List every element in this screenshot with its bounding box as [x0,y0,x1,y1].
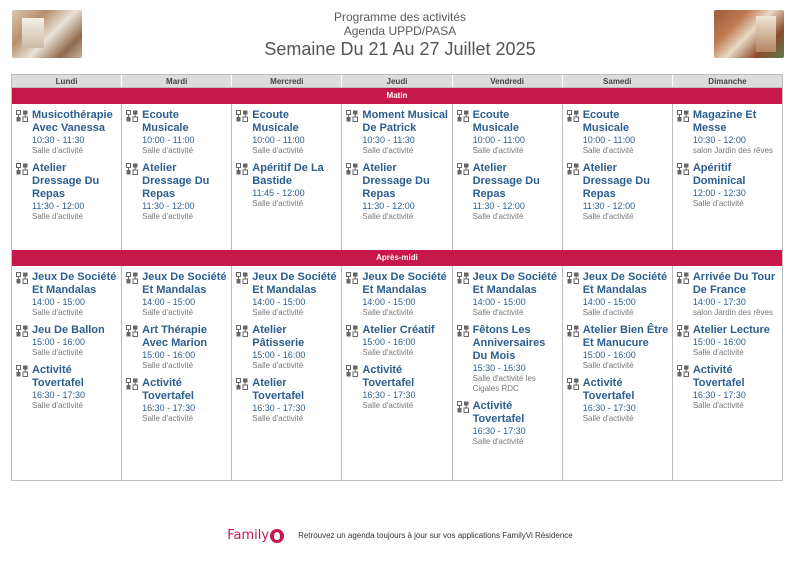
activity-location: Salle d'activité [692,348,744,357]
activity-title: Jeux De Société Et Mandalas [142,271,227,296]
activity-time: 10:00 - 11:00 [142,135,195,145]
activity-location: Salle d'activité [582,414,634,423]
activity-body [693,162,779,209]
activity-grid-icon [457,400,473,447]
activity-time: 10:30 - 12:00 [692,135,746,145]
activity-title: Activité Tovertafel [142,377,194,402]
activity-title: Atelier Dressage Du Repas [362,162,430,200]
activity-time: 14:00 - 15:00 [252,297,306,307]
page-footer [0,528,800,543]
activity-title: Jeux De Société Et Mandalas [472,271,557,296]
activity-title: Atelier Lecture [692,324,770,336]
activity-body [32,271,118,318]
activity-title: Atelier Dressage Du Repas [582,162,650,200]
activity-title: Apéritif Dominical [692,162,746,187]
morning-cells [12,104,782,250]
activity-body [583,324,669,371]
day-header-vendredi: Vendredi [453,75,563,87]
morning-cell-lundi [12,104,122,250]
header-week: Semaine Du 21 Au 27 Juillet 2025 [264,39,536,59]
afternoon-cell-lundi [12,266,122,480]
activity-time: 16:30 - 17:30 [362,390,416,400]
activity-item[interactable] [126,162,228,222]
activity-item[interactable] [16,162,118,222]
activity-location: Salle d'activité [32,146,83,155]
activity-location: Salle d'activité [582,212,634,221]
activity-grid-icon [16,109,32,156]
activity-body [32,162,118,222]
afternoon-cell-vendredi [453,266,563,480]
activity-item[interactable] [126,109,228,156]
activity-location: Salle d'activité [142,361,194,370]
activity-item[interactable] [236,109,338,156]
activity-location: salon Jardin des rêves [692,308,773,317]
activity-body [362,162,448,222]
activity-item[interactable] [567,271,669,318]
activity-body [473,109,559,156]
activity-item[interactable] [126,324,228,371]
activity-title: Atelier Bien Être Et Manucure [582,324,669,349]
activity-title: Jeu De Ballon [32,324,105,336]
activity-title: Fêtons Les Anniversaires Du Mois [472,324,546,362]
activity-item[interactable] [126,271,228,318]
activity-time: 14:00 - 17:30 [692,297,746,307]
activity-body [583,162,669,222]
activity-item[interactable] [457,162,559,222]
activity-time: 11:30 - 12:00 [362,201,415,211]
activity-location: Salle d'activité [582,361,634,370]
activity-item[interactable] [236,377,338,424]
activity-time: 14:00 - 15:00 [142,297,196,307]
activity-location: Salle d'activité [32,308,83,317]
activity-location: Salle d'activité [362,348,414,357]
activity-grid-icon [16,271,32,318]
activity-time: 15:00 - 16:00 [142,350,196,360]
day-header-jeudi: Jeudi [342,75,452,87]
activity-body [142,162,228,222]
activity-location: Salle d'activité [142,146,194,155]
afternoon-cell-mercredi [232,266,342,480]
activity-grid-icon [346,109,362,156]
activity-item[interactable] [236,271,338,318]
activity-body [693,324,779,358]
activity-grid-icon [677,364,693,411]
activity-body [142,324,228,371]
activity-title: Ecoute Musicale [582,109,630,134]
activity-item[interactable] [677,324,779,358]
activity-body [693,271,779,318]
activity-title: Jeux De Société Et Mandalas [32,271,117,296]
activity-grid-icon [677,271,693,318]
activity-title: Jeux De Société Et Mandalas [582,271,668,296]
morning-cell-vendredi [453,104,563,250]
activity-item[interactable] [236,162,338,209]
activity-item[interactable] [567,377,669,424]
activity-item[interactable] [236,324,338,371]
activity-grid-icon [236,377,252,424]
activity-title: Jeux De Société Et Mandalas [362,271,447,296]
activity-time: 10:30 - 11:30 [362,135,415,145]
activity-grid-icon [677,324,693,358]
activity-title: Activité Tovertafel [362,364,415,389]
activity-location: Salle d'activité [142,414,194,423]
day-header-row [12,75,782,88]
activity-time: 16:30 - 17:30 [472,426,526,436]
activity-time: 11:45 - 12:00 [252,188,305,198]
activity-title: Apéritif De La Bastide [252,162,324,187]
activity-item[interactable] [346,324,448,358]
activity-location: Salle d'activité [692,199,744,208]
activity-time: 11:30 - 12:00 [582,201,636,211]
activity-body [583,377,669,424]
activity-title: Moment Musical De Patrick [362,109,448,134]
activity-item[interactable] [346,162,448,222]
activity-location: Salle d'activité [362,401,414,410]
activity-title: Atelier Pâtisserie [252,324,305,349]
activity-item[interactable] [126,377,228,424]
afternoon-cell-samedi [563,266,673,480]
activity-body [362,271,448,318]
activity-item[interactable] [16,271,118,318]
activity-time: 10:30 - 11:30 [32,135,85,145]
activity-time: 10:00 - 11:00 [582,135,636,145]
activity-body [252,377,338,424]
activity-grid-icon [457,271,473,318]
activity-location: Salle d'activité [32,401,83,410]
activity-body [252,162,338,209]
activity-body [362,109,448,156]
activity-time: 16:30 - 17:30 [582,403,636,413]
activity-title: Ecoute Musicale [472,109,520,134]
activity-title: Magazine Et Messe [692,109,757,134]
activity-body [32,364,118,411]
activity-item[interactable] [16,324,118,358]
activity-body [252,324,338,371]
morning-cell-mercredi [232,104,342,250]
activity-time: 15:00 - 16:00 [692,337,746,347]
activity-grid-icon [126,377,142,424]
activity-title: Atelier Dressage Du Repas [142,162,210,200]
activity-grid-icon [457,109,473,156]
activity-grid-icon [567,162,583,222]
activity-grid-icon [457,324,473,394]
afternoon-cells [12,266,782,480]
logo-text: Family [227,528,270,543]
activity-body [32,324,118,358]
activity-grid-icon [16,162,32,222]
activity-item[interactable] [457,109,559,156]
activity-time: 11:30 - 12:00 [32,201,85,211]
activity-item[interactable] [677,109,779,156]
activity-body [252,271,338,318]
day-header-dimanche: Dimanche [708,77,747,86]
activity-grid-icon [346,162,362,222]
activity-location: Salle d'activité [252,199,304,208]
activity-item[interactable] [346,271,448,318]
activity-location: Salle d'activité [252,308,304,317]
activity-grid-icon [346,364,362,411]
day-header-lundi: Lundi [12,75,122,87]
activity-title: Activité Tovertafel [692,364,745,389]
activity-body [693,364,779,411]
activity-item[interactable] [677,271,779,318]
activity-grid-icon [126,271,142,318]
activity-location: Salle d'activité [472,308,524,317]
activity-location: Salle d'activité [252,414,304,423]
activity-item[interactable] [457,400,559,447]
activity-time: 14:00 - 15:00 [472,297,526,307]
activity-location: Salle d'activité [582,308,634,317]
activity-location: Salle d'activité [692,401,744,410]
activity-time: 14:00 - 15:00 [32,297,86,307]
activity-body [142,377,228,424]
morning-cell-dimanche [673,104,782,250]
activity-item[interactable] [346,364,448,411]
activity-title: Ecoute Musicale [252,109,299,134]
activity-grid-icon [126,162,142,222]
activity-title: Atelier Créatif [362,324,435,336]
activity-location: Salle d'activité les Cigales RDC [472,374,536,393]
activity-time: 10:00 - 11:00 [472,135,525,145]
activity-grid-icon [126,324,142,371]
activity-grid-icon [236,109,252,156]
activity-title: Atelier Tovertafel [252,377,305,402]
afternoon-cell-mardi [122,266,232,480]
activity-location: Salle d'activité [142,308,194,317]
activity-title: Arrivée Du Tour De France [692,271,776,296]
morning-cell-mardi [122,104,232,250]
activity-time: 14:00 - 15:00 [362,297,416,307]
activity-grid-icon [126,109,142,156]
day-header-mardi: Mardi [122,75,232,87]
page-header [0,10,800,60]
morning-cell-jeudi [342,104,452,250]
activity-body [583,271,669,318]
activity-time: 16:30 - 17:30 [692,390,746,400]
activity-location: Salle d'activité [472,212,524,221]
activity-item[interactable] [346,109,448,156]
activity-time: 15:30 - 16:30 [472,363,526,373]
activity-grid-icon [236,324,252,371]
activity-location: Salle d'activité [252,361,304,370]
activity-grid-icon [567,324,583,371]
activity-grid-icon [346,271,362,318]
activity-time: 15:00 - 16:00 [32,337,86,347]
activity-grid-icon [16,364,32,411]
activity-time: 16:30 - 17:30 [252,403,306,413]
activity-location: Salle d'activité [362,308,414,317]
morning-cell-samedi [563,104,673,250]
activity-time: 16:30 - 17:30 [142,403,196,413]
familyvi-logo [227,528,284,543]
activity-grid-icon [346,324,362,358]
activity-location: Salle d'activité [362,212,414,221]
activity-title: Activité Tovertafel [32,364,84,389]
activity-title: Activité Tovertafel [582,377,635,402]
activity-grid-icon [236,271,252,318]
activity-time: 16:30 - 17:30 [32,390,86,400]
activity-location: Salle d'activité [32,348,83,357]
activity-grid-icon [567,109,583,156]
activity-time: 11:30 - 12:00 [472,201,525,211]
activity-location: salon Jardin des rêves [692,146,773,155]
activity-body [362,324,448,358]
activity-location: Salle d'activité [362,146,414,155]
activity-item[interactable] [677,364,779,411]
activity-title: Activité Tovertafel [472,400,525,425]
activity-grid-icon [567,271,583,318]
activity-body [583,109,669,156]
familyvi-logo-icon [270,529,284,543]
activity-location: Salle d'activité [582,146,634,155]
activity-item[interactable] [567,109,669,156]
activity-title: Ecoute Musicale [142,109,189,134]
activity-body [473,400,559,447]
activity-location: Salle d'activité [142,212,194,221]
activity-item[interactable] [567,324,669,371]
activity-grid-icon [677,162,693,209]
activity-body [252,109,338,156]
header-subtitle: Agenda UPPD/PASA [343,24,457,38]
activity-body [32,109,118,156]
activity-title: Atelier Dressage Du Repas [472,162,540,200]
activity-location: Salle d'activité [472,146,524,155]
activity-location: Salle d'activité [252,146,304,155]
afternoon-cell-jeudi [342,266,452,480]
section-morning: Matin [12,88,782,104]
activity-grid-icon [457,162,473,222]
activity-title: Musicothérapie Avec Vanessa [32,109,113,134]
activity-body [473,271,559,318]
activity-body [142,109,228,156]
activity-body [693,109,779,156]
activity-item[interactable] [16,364,118,411]
day-header-samedi: Samedi [563,75,673,87]
activity-grid-icon [236,162,252,209]
activity-time: 10:00 - 11:00 [252,135,305,145]
activity-item[interactable] [457,324,559,394]
activity-body [362,364,448,411]
activity-time: 15:00 - 16:00 [362,337,416,347]
weekly-schedule-grid [11,74,783,481]
header-title: Programme des activités [333,10,467,24]
activity-title: Jeux De Société Et Mandalas [252,271,337,296]
afternoon-cell-dimanche [673,266,782,480]
activity-item[interactable] [457,271,559,318]
section-afternoon: Après-midi [12,250,782,266]
activity-item[interactable] [16,109,118,156]
activity-grid-icon [16,324,32,358]
activity-time: 11:30 - 12:00 [142,201,195,211]
activity-grid-icon [567,377,583,424]
activity-title: Art Thérapie Avec Marion [142,324,208,349]
activity-title: Atelier Dressage Du Repas [32,162,100,200]
activity-time: 15:00 - 16:00 [582,350,636,360]
activity-body [473,324,559,394]
activity-time: 14:00 - 15:00 [582,297,636,307]
activity-body [142,271,228,318]
activity-time: 15:00 - 16:00 [252,350,306,360]
activity-time: 12:00 - 12:30 [692,188,746,198]
activity-grid-icon [677,109,693,156]
activity-item[interactable] [677,162,779,209]
activity-item[interactable] [567,162,669,222]
footer-text: Retrouvez un agenda toujours à jour sur vos applications FamilyVi Résidence [298,531,573,540]
activity-location: Salle d'activité [472,437,524,446]
activity-location: Salle d'activité [32,212,83,221]
activity-body [473,162,559,222]
day-header-mercredi: Mercredi [232,75,342,87]
